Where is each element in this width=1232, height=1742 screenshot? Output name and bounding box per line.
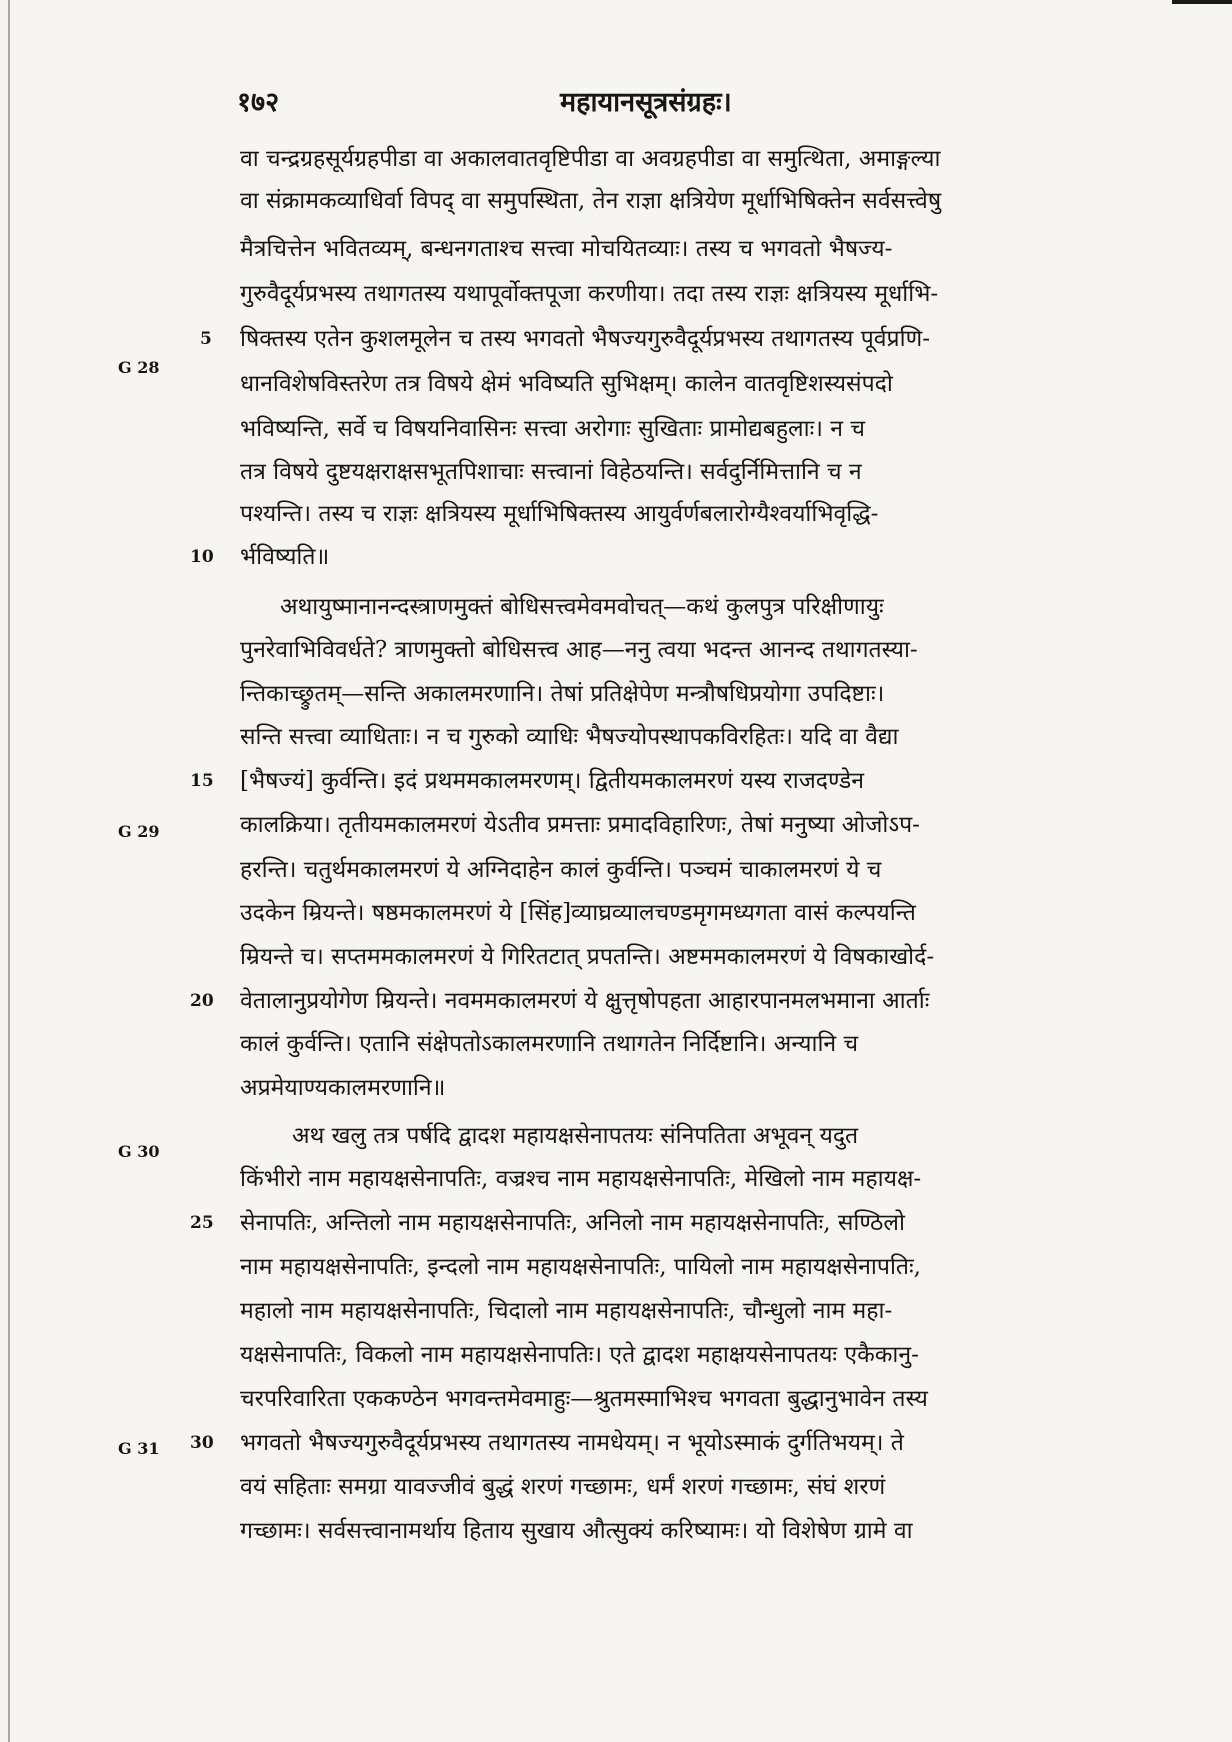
text-line: वेतालानुप्रयोगेण म्रियन्ते। नवममकालमरणं ये क्षुत्तृषोपहता आहारपानमलभमाना आर्ताः — [240, 988, 930, 1014]
text-line: वा संक्रामकव्याधिर्वा विपद् वा समुपस्थिता, तेन राज्ञा क्षत्रियेण मूर्धाभिषिक्तेन सर्वसत्त्वेषु — [240, 188, 942, 214]
text-line: नाम महायक्षसेनापतिः, इन्दलो नाम महायक्षसेनापतिः, पायिलो नाम महायक्षसेनापतिः, — [240, 1254, 921, 1280]
text-line: पुनरेवाभिविवर्धते? त्राणमुक्तो बोधिसत्त्व आह—ननु त्वया भदन्त आनन्द तथागतस्या- — [240, 637, 918, 663]
line-number: 25 — [190, 1213, 214, 1233]
line-number: 20 — [190, 991, 214, 1011]
text-line: कालक्रिया। तृतीयमकालमरणं येऽतीव प्रमत्ताः प्रमादविहारिणः, तेषां मनुष्या ओजोऽप- — [240, 812, 920, 838]
text-line: गच्छामः। सर्वसत्त्वानामर्थाय हिताय सुखाय औत्सुक्यं करिष्यामः। यो विशेषेण ग्रामे वा — [240, 1518, 913, 1544]
text-line: र्भविष्यति॥ — [240, 544, 330, 570]
text-line: महालो नाम महायक्षसेनापतिः, चिदालो नाम महायक्षसेनापतिः, चौन्धुलो नाम महा- — [240, 1298, 893, 1324]
text-line: पश्यन्ति। तस्य च राज्ञः क्षत्रियस्य मूर्धाभिषिक्तस्य आयुर्वर्णबलारोग्यैश्वर्याभिवृद्धि- — [240, 501, 879, 527]
margin-ref-g31: G 31 — [118, 1439, 160, 1458]
text-line: वा चन्द्रग्रहसूर्यग्रहपीडा वा अकालवातवृष्टिपीडा वा अवग्रहपीडा वा समुत्थिता, अमाङ्गल्या — [240, 146, 941, 172]
text-line: कालं कुर्वन्ति। एतानि संक्षेपतोऽकालमरणानि तथागतेन निर्दिष्टानि। अन्यानि च — [240, 1031, 859, 1057]
text-line: सन्ति सत्त्वा व्याधिताः। न च गुरुको व्याधिः भैषज्योपस्थापकविरहितः। यदि वा वैद्या — [240, 724, 899, 750]
text-line: म्रियन्ते च। सप्तममकालमरणं ये गिरितटात् प्रपतन्ति। अष्टममकालमरणं ये विषकाखोर्द- — [240, 944, 935, 970]
margin-ref-g29: G 29 — [118, 822, 160, 841]
page-edge-mark — [1172, 0, 1232, 4]
line-number: 5 — [200, 329, 212, 349]
text-line: अथ खलु तत्र पर्षदि द्वादश महायक्षसेनापतयः संनिपतिता अभूवन् यदुत — [292, 1123, 859, 1149]
text-line: सेनापतिः, अन्तिलो नाम महायक्षसेनापतिः, अनिलो नाम महायक्षसेनापतिः, सण्ठिलो — [240, 1210, 905, 1236]
text-line: यक्षसेनापतिः, विकलो नाम महायक्षसेनापतिः। एते द्वादश महाक्षयसेनापतयः एकैकानु- — [240, 1342, 919, 1368]
text-line: धानविशेषविस्तरेण तत्र विषये क्षेमं भविष्यति सुभिक्षम्। कालेन वातवृष्टिशस्यसंपदो — [240, 371, 893, 397]
text-line: वयं सहिताः समग्रा यावज्जीवं बुद्धं शरणं गच्छामः, धर्मं शरणं गच्छामः, संघं शरणं — [240, 1474, 886, 1500]
page-binding-edge — [8, 0, 10, 1742]
text-line: [भैषज्यं] कुर्वन्ति। इदं प्रथममकालमरणम्। द्वितीयमकालमरणं यस्य राजदण्डेन — [240, 768, 864, 794]
text-line: हरन्ति। चतुर्थमकालमरणं ये अग्निदाहेन कालं कुर्वन्ति। पञ्चमं चाकालमरणं ये च — [240, 857, 882, 883]
text-line: भविष्यन्ति, सर्वे च विषयनिवासिनः सत्त्वा अरोगाः सुखिताः प्रामोद्यबहुलाः। न च — [240, 416, 865, 442]
text-line: चरपरिवारिता एककण्ठेन भगवन्तमेवमाहुः—श्रुतमस्माभिश्च भगवता बुद्धानुभावेन तस्य — [240, 1386, 928, 1412]
text-line: अप्रमेयाण्यकालमरणानि॥ — [240, 1075, 446, 1101]
text-line: तत्र विषये दुष्टयक्षराक्षसभूतपिशाचाः सत्त्वानां विहेठयन्ति। सर्वदुर्निमित्तानि च न — [240, 459, 862, 485]
text-line: उदकेन म्रियन्ते। षष्ठमकालमरणं ये [सिंह]व्याघ्रव्यालचण्डमृगमध्यगता वासं कल्पयन्ति — [240, 900, 916, 926]
text-line: न्तिकाच्छ्रुतम्—सन्ति अकालमरणानि। तेषां प्रतिक्षेपेण मन्त्रौषधिप्रयोगा उपदिष्टाः। — [240, 681, 885, 707]
page-header — [0, 78, 1232, 122]
text-line: अथायुष्मानानन्दस्त्राणमुक्तं बोधिसत्त्वमेवमवोचत्—कथं कुलपुत्र परिक्षीणायुः — [280, 594, 884, 620]
margin-ref-g28: G 28 — [118, 358, 160, 377]
text-line: गुरुवैदूर्यप्रभस्य तथागतस्य यथापूर्वोक्तपूजा करणीया। तदा तस्य राज्ञः क्षत्रियस्य मूर्धाभि- — [240, 281, 939, 307]
text-line: किंभीरो नाम महायक्षसेनापतिः, वज्रश्च नाम महायक्षसेनापतिः, मेखिलो नाम महायक्ष- — [240, 1166, 922, 1192]
text-line: षिक्तस्य एतेन कुशलमूलेन च तस्य भगवतो भैषज्यगुरुवैदूर्यप्रभस्य तथागतस्य पूर्वप्रणि- — [240, 326, 930, 352]
text-line: मैत्रचित्तेन भवितव्यम्, बन्धनगताश्च सत्त्वा मोचयितव्याः। तस्य च भगवतो भैषज्य- — [240, 236, 893, 262]
line-number: 15 — [190, 771, 214, 791]
page-number: १७२ — [237, 87, 280, 118]
line-number: 30 — [190, 1433, 214, 1453]
margin-ref-g30: G 30 — [118, 1142, 160, 1161]
text-line: भगवतो भैषज्यगुरुवैदूर्यप्रभस्य तथागतस्य नामधेयम्। न भूयोऽस्माकं दुर्गतिभयम्। ते — [240, 1430, 904, 1456]
line-number: 10 — [190, 547, 214, 567]
running-title: महायानसूत्रसंग्रहः। — [560, 87, 732, 118]
